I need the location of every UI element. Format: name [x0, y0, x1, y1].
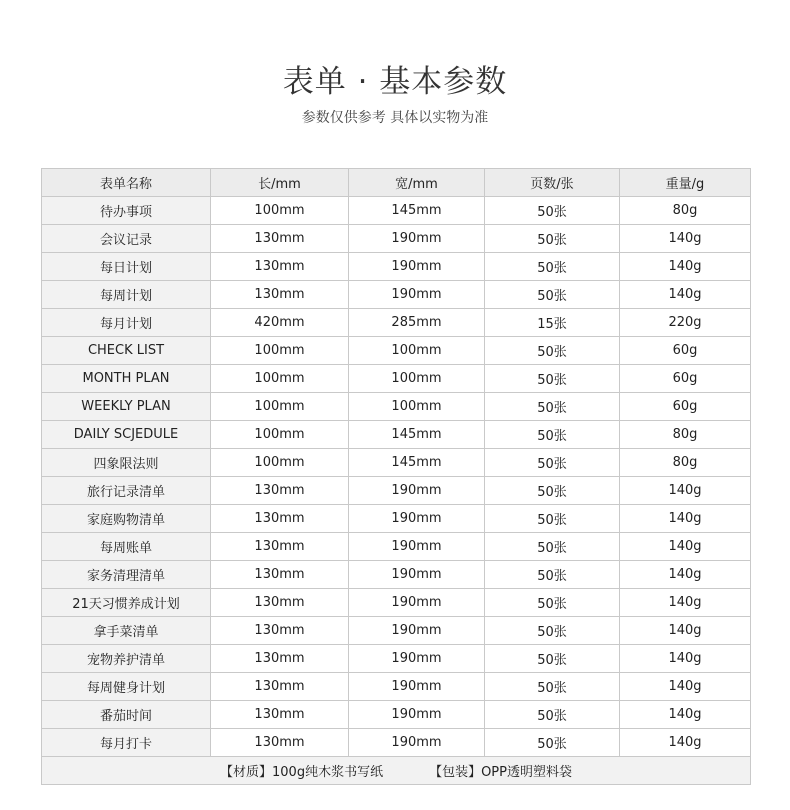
cell-weight: 60g: [620, 337, 751, 365]
cell-width: 190mm: [349, 477, 485, 505]
cell-length: 100mm: [211, 365, 349, 393]
cell-width: 190mm: [349, 673, 485, 701]
cell-pages: 50张: [485, 225, 620, 253]
column-header-weight: 重量/g: [620, 169, 751, 197]
table-row: [42, 561, 751, 589]
cell-length: 100mm: [211, 449, 349, 477]
cell-weight: 140g: [620, 673, 751, 701]
table-body: [42, 197, 751, 757]
cell-weight: 140g: [620, 701, 751, 729]
cell-pages: 50张: [485, 729, 620, 757]
cell-pages: 50张: [485, 337, 620, 365]
cell-name: 每周计划: [42, 281, 211, 309]
cell-name: 每周健身计划: [42, 673, 211, 701]
cell-weight: 140g: [620, 225, 751, 253]
cell-width: 190mm: [349, 617, 485, 645]
cell-name: 待办事项: [42, 197, 211, 225]
cell-weight: 140g: [620, 253, 751, 281]
cell-weight: 60g: [620, 365, 751, 393]
cell-name: 四象限法则: [42, 449, 211, 477]
cell-width: 190mm: [349, 701, 485, 729]
table-row: [42, 477, 751, 505]
cell-weight: 140g: [620, 617, 751, 645]
cell-pages: 50张: [485, 421, 620, 449]
cell-width: 100mm: [349, 365, 485, 393]
cell-pages: 50张: [485, 645, 620, 673]
column-header-length: 长/mm: [211, 169, 349, 197]
cell-pages: 50张: [485, 533, 620, 561]
cell-length: 130mm: [211, 505, 349, 533]
table-footer-row: [42, 757, 751, 785]
cell-name: 21天习惯养成计划: [42, 589, 211, 617]
cell-pages: 50张: [485, 365, 620, 393]
cell-name: WEEKLY PLAN: [42, 393, 211, 421]
cell-length: 130mm: [211, 477, 349, 505]
cell-width: 190mm: [349, 281, 485, 309]
table-row: [42, 617, 751, 645]
table-row: [42, 197, 751, 225]
cell-length: 100mm: [211, 197, 349, 225]
page-subtitle: 参数仅供参考 具体以实物为准: [301, 110, 489, 126]
cell-pages: 50张: [485, 505, 620, 533]
cell-weight: 140g: [620, 729, 751, 757]
spec-table: [41, 168, 751, 785]
table-row: [42, 337, 751, 365]
cell-weight: 140g: [620, 561, 751, 589]
cell-length: 130mm: [211, 673, 349, 701]
cell-name: 宠物养护清单: [42, 645, 211, 673]
cell-name: 旅行记录清单: [42, 477, 211, 505]
cell-pages: 50张: [485, 281, 620, 309]
cell-name: 每月打卡: [42, 729, 211, 757]
cell-pages: 50张: [485, 477, 620, 505]
cell-weight: 140g: [620, 589, 751, 617]
table-header-row: [42, 169, 751, 197]
table-footer: [42, 757, 751, 785]
table-row: [42, 673, 751, 701]
cell-name: DAILY SCJEDULE: [42, 421, 211, 449]
table-row: [42, 421, 751, 449]
cell-name: 每周账单: [42, 533, 211, 561]
cell-length: 130mm: [211, 645, 349, 673]
cell-weight: 140g: [620, 477, 751, 505]
cell-width: 145mm: [349, 197, 485, 225]
cell-width: 190mm: [349, 253, 485, 281]
cell-length: 130mm: [211, 729, 349, 757]
cell-weight: 60g: [620, 393, 751, 421]
cell-width: 100mm: [349, 337, 485, 365]
cell-length: 100mm: [211, 393, 349, 421]
cell-length: 130mm: [211, 225, 349, 253]
cell-name: 拿手菜清单: [42, 617, 211, 645]
cell-width: 190mm: [349, 589, 485, 617]
table-row: [42, 309, 751, 337]
packaging-note: 【包装】OPP透明塑料袋: [429, 765, 572, 780]
cell-width: 145mm: [349, 421, 485, 449]
table-row: [42, 533, 751, 561]
cell-width: 190mm: [349, 561, 485, 589]
cell-pages: 50张: [485, 449, 620, 477]
table-row: [42, 505, 751, 533]
cell-length: 100mm: [211, 337, 349, 365]
table-row: [42, 729, 751, 757]
cell-width: 190mm: [349, 225, 485, 253]
cell-pages: 50张: [485, 589, 620, 617]
cell-name: 会议记录: [42, 225, 211, 253]
table-row: [42, 449, 751, 477]
table-row: [42, 365, 751, 393]
column-header-name: 表单名称: [42, 169, 211, 197]
cell-length: 100mm: [211, 421, 349, 449]
cell-length: 130mm: [211, 701, 349, 729]
cell-width: 190mm: [349, 729, 485, 757]
cell-name: MONTH PLAN: [42, 365, 211, 393]
cell-length: 130mm: [211, 533, 349, 561]
column-header-pages: 页数/张: [485, 169, 620, 197]
cell-pages: 50张: [485, 393, 620, 421]
cell-pages: 15张: [485, 309, 620, 337]
cell-width: 100mm: [349, 393, 485, 421]
cell-pages: 50张: [485, 253, 620, 281]
page-title: 表单 · 基本参数: [282, 64, 508, 100]
table-row: [42, 589, 751, 617]
cell-length: 130mm: [211, 253, 349, 281]
cell-weight: 80g: [620, 197, 751, 225]
table-row: [42, 701, 751, 729]
cell-width: 190mm: [349, 505, 485, 533]
cell-pages: 50张: [485, 673, 620, 701]
cell-length: 130mm: [211, 281, 349, 309]
table-row: [42, 225, 751, 253]
table-row: [42, 253, 751, 281]
cell-name: 番茄时间: [42, 701, 211, 729]
cell-pages: 50张: [485, 617, 620, 645]
table-row: [42, 393, 751, 421]
cell-weight: 140g: [620, 645, 751, 673]
cell-weight: 80g: [620, 449, 751, 477]
cell-pages: 50张: [485, 701, 620, 729]
cell-length: 130mm: [211, 617, 349, 645]
cell-name: 每日计划: [42, 253, 211, 281]
cell-name: 家庭购物清单: [42, 505, 211, 533]
cell-width: 190mm: [349, 645, 485, 673]
cell-weight: 140g: [620, 281, 751, 309]
cell-weight: 140g: [620, 533, 751, 561]
column-header-width: 宽/mm: [349, 169, 485, 197]
cell-pages: 50张: [485, 561, 620, 589]
cell-length: 420mm: [211, 309, 349, 337]
cell-weight: 140g: [620, 505, 751, 533]
cell-width: 285mm: [349, 309, 485, 337]
table-row: [42, 281, 751, 309]
cell-name: 家务清理清单: [42, 561, 211, 589]
cell-weight: 220g: [620, 309, 751, 337]
cell-pages: 50张: [485, 197, 620, 225]
cell-name: CHECK LIST: [42, 337, 211, 365]
cell-width: 190mm: [349, 533, 485, 561]
cell-weight: 80g: [620, 421, 751, 449]
cell-name: 每月计划: [42, 309, 211, 337]
cell-length: 130mm: [211, 561, 349, 589]
cell-length: 130mm: [211, 589, 349, 617]
material-note: 【材质】100g纯木浆书写纸: [220, 765, 384, 780]
cell-width: 145mm: [349, 449, 485, 477]
table-row: [42, 645, 751, 673]
